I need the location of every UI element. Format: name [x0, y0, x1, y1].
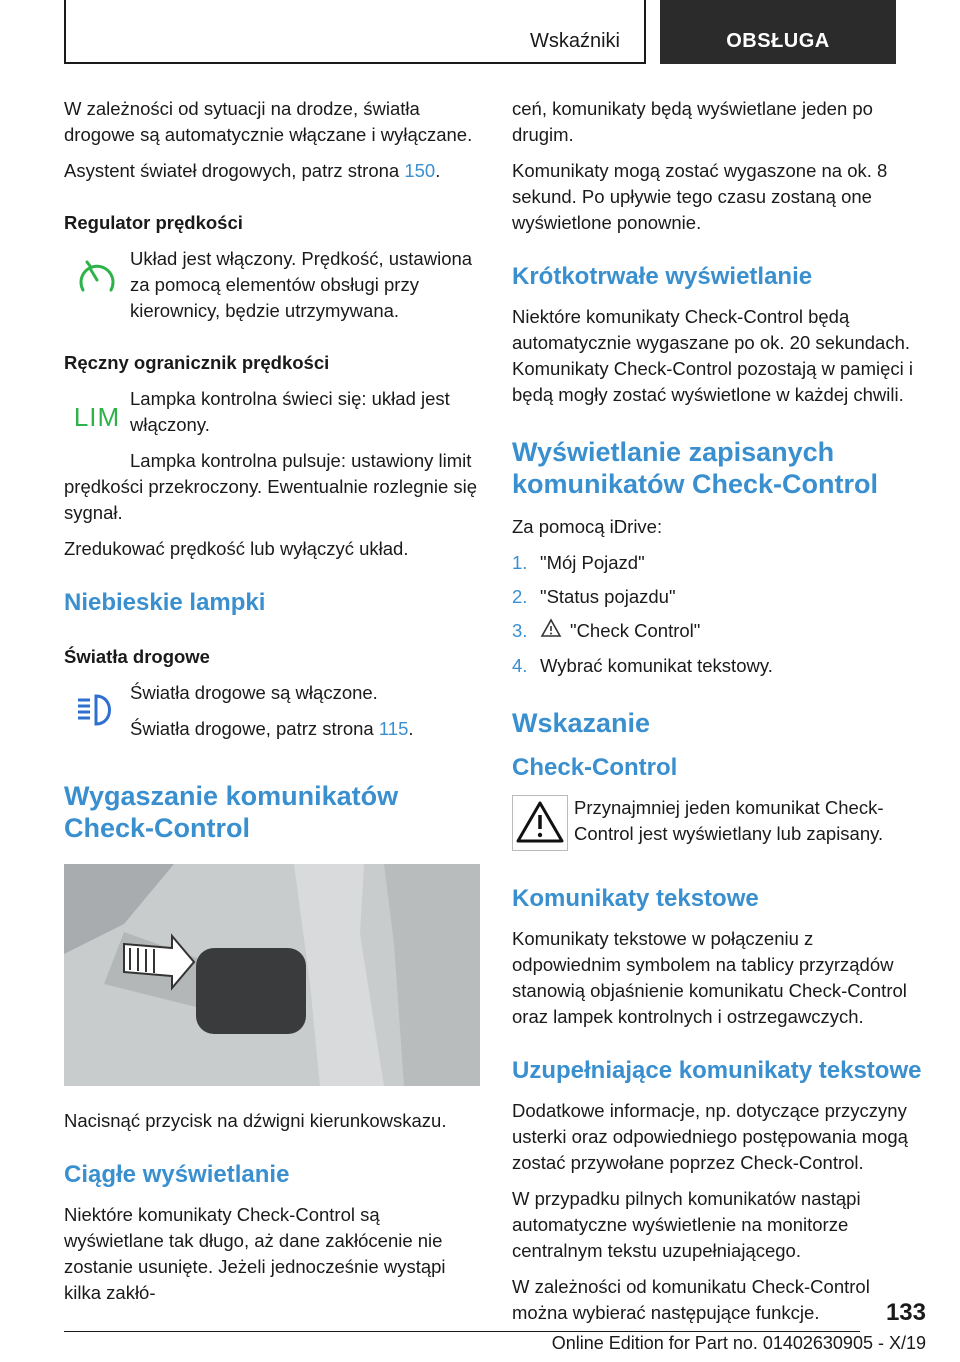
paragraph: Lampka kontrolna pulsuje: ustawiony limit prędkości przekroczony. Ewentualnie rozlegnie się sygnał.: [64, 450, 478, 523]
list-item: 3. "Check Control": [512, 618, 926, 645]
limiter-row: [64, 386, 484, 448]
subheading-speed-control: Regulator prędkości: [64, 212, 243, 233]
left-column: [64, 96, 484, 1316]
check-control-text: Przynajmniej jeden komunikat Check-Control jest wyświetlany lub zapisany.: [574, 797, 884, 844]
header-section-title: Wskaźniki: [529, 30, 620, 52]
paragraph: Światła drogowe są włączone.: [130, 682, 378, 703]
paragraph: Komunikaty tekstowe w połączeniu z odpowiednim symbolem na tablicy przyrządów stanowią objaśnienie komunikatu Check-Control oraz lampek kontrolnych i ostrzegawczych.: [512, 928, 907, 1027]
steps-list: [512, 550, 926, 679]
page-link[interactable]: 150: [404, 160, 436, 181]
paragraph: W przypadku pilnych komunikatów nastąpi automatyczne wyświetlenie na monitorze centralnym tekstu uzupełniającego.: [512, 1188, 861, 1261]
page-number: 133: [885, 1299, 926, 1326]
heading-continuous-display: Ciągłe wyświetlanie: [64, 1161, 290, 1188]
heading-additional-messages: Uzupełniające komunikaty tekstowe: [512, 1057, 922, 1084]
heading-saved-messages: Wyświetlanie zapisanych komunikatów Check-Control: [512, 437, 879, 499]
header-section-box: [64, 0, 646, 64]
paragraph: Zredukować prędkość lub wyłączyć układ.: [64, 538, 409, 559]
paragraph: Lampka kontrolna świeci się: układ jest włączony.: [130, 388, 450, 435]
heading-display: Wskazanie: [512, 708, 651, 738]
lim-icon: LIM: [73, 402, 121, 432]
turn-signal-lever-image: [64, 864, 480, 1086]
header-chapter-tab: OBSŁUGA: [660, 0, 896, 64]
check-control-row: [512, 795, 926, 858]
check-control-warning-icon: [512, 795, 568, 858]
heading-short-display: Krótkotrwałe wyświetlanie: [512, 263, 813, 290]
subheading-high-beam: Światła drogowe: [64, 646, 210, 667]
high-beam-icon: [64, 680, 130, 752]
heading-text-messages: Komunikaty tekstowe: [512, 885, 759, 912]
footer-divider: [64, 1331, 860, 1332]
paragraph: Niektóre komunikaty Check-Control będą automatycznie wygaszane po ok. 20 sekundach. Komunikaty Check-Control pozostają w pamięci i będą mogły zostać wyświetlone w każdej chwili.: [512, 306, 914, 405]
footer-edition: Online Edition for Part no. 01402630905 - X/19: [551, 1333, 926, 1353]
page-header: [64, 0, 896, 65]
page-link[interactable]: 115: [378, 718, 409, 739]
paragraph: ceń, komunikaty będą wyświetlane jeden po drugim.: [512, 98, 873, 145]
paragraph: W zależności od sytuacji na drodze, światła drogowe są automatycznie włączane i wyłączane.: [64, 98, 473, 145]
list-item: 4. Wybrać komunikat tekstowy.: [512, 655, 773, 676]
paragraph: Komunikaty mogą zostać wygaszone na ok. 8 sekund. Po upływie tego czasu zostaną one wyświetlone ponownie.: [512, 160, 888, 233]
right-column: [512, 96, 926, 1336]
speed-control-text: Układ jest włączony. Prędkość, ustawiona za pomocą elementów obsługi przy kierownicy, będzie utrzymywana.: [130, 248, 473, 321]
high-beam-row: [64, 680, 484, 752]
paragraph: Asystent świateł drogowych, patrz strona 150.: [64, 160, 441, 181]
paragraph: Dodatkowe informacje, np. dotyczące przyczyny usterki oraz odpowiedniego postępowania mogą zostać przywołane poprzez Check-Control.: [512, 1100, 908, 1173]
paragraph: Za pomocą iDrive:: [512, 516, 663, 537]
paragraph: Niektóre komunikaty Check-Control są wyświetlane tak długo, aż dane zakłócenie nie zostanie usunięte. Jeżeli jednocześnie wystąpi kilka zakłó-: [64, 1204, 446, 1303]
heading-dismiss-check-control: Wygaszanie komunikatów Check-Control: [64, 781, 399, 843]
subheading-limiter: Ręczny ogranicznik prędkości: [64, 352, 330, 373]
paragraph: W zależności od komunikatu Check-Control można wybierać następujące funkcje.: [512, 1276, 870, 1323]
list-item: 1. "Mój Pojazd": [512, 552, 645, 573]
speed-control-row: [64, 246, 484, 324]
image-caption: Nacisnąć przycisk na dźwigni kierunkowskazu.: [64, 1110, 447, 1131]
list-item: 2. "Status pojazdu": [512, 586, 676, 607]
heading-blue-lamps: Niebieskie lampki: [64, 589, 266, 616]
paragraph: Światła drogowe, patrz strona 115.: [130, 718, 414, 739]
heading-check-control: Check-Control: [512, 754, 678, 781]
warning-icon: [540, 618, 562, 645]
cruise-control-icon: [64, 246, 130, 324]
